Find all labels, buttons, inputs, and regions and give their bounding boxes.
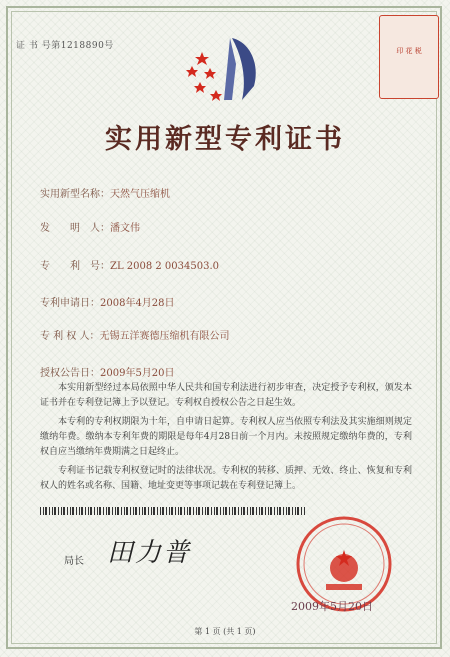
certificate-number: 证 书 号第1218890号	[16, 41, 114, 51]
field-row	[40, 216, 140, 235]
field-row	[40, 324, 230, 343]
body-paragraph: 本专利的专利权期限为十年，自申请日起算。专利权人应当依照专利法及其实施细则规定缴纳年费。缴纳本专利年费的期限是每年4月28日前一个月内。未按照规定缴纳年费的，专利权自应当缴纳年费期满之日起终止。	[40, 417, 412, 457]
official-seal-icon	[268, 512, 420, 612]
tax-stamp-label: 印 花 税	[396, 47, 422, 55]
tax-stamp	[379, 15, 439, 99]
barcode	[40, 507, 306, 515]
field-row	[40, 361, 175, 380]
field-value: 潘文伟	[110, 223, 140, 234]
field-value: 2008年4月28日	[100, 298, 175, 309]
field-label: 实用新型名称：	[40, 189, 110, 200]
field-value: 天然气压缩机	[110, 189, 170, 200]
signature: 田力普	[107, 538, 192, 568]
seal-date: 2009年5月20日	[291, 600, 373, 613]
field-row	[40, 182, 170, 201]
field-label: 发 明 人：	[40, 223, 110, 234]
field-value: 2009年5月20日	[100, 368, 175, 379]
sipo-logo-icon	[180, 34, 280, 106]
field-label: 专 利 号：	[40, 261, 110, 272]
field-label: 专利申请日：	[40, 298, 100, 309]
body-paragraph: 专利证书记载专利权登记时的法律状况。专利权的转移、质押、无效、终止、恢复和专利权人的姓名或名称、国籍、地址变更等事项记载在专利登记簿上。	[40, 466, 412, 491]
page-footer: 第 1 页 (共 1 页)	[194, 627, 256, 636]
field-value: 无锡五洋赛德压缩机有限公司	[99, 331, 230, 342]
field-value: ZL 2008 2 0034503.0	[110, 261, 220, 272]
body-paragraph: 本实用新型经过本局依照中华人民共和国专利法进行初步审查，决定授予专利权，颁发本证书并在专利登记簿上予以登记。专利权自授权公告之日起生效。	[40, 383, 412, 408]
certificate-title: 实用新型专利证书	[105, 124, 345, 155]
field-label: 授权公告日：	[40, 368, 100, 379]
field-row	[40, 291, 175, 310]
field-label: 专 利 权 人：	[40, 331, 100, 342]
field-row	[40, 254, 219, 273]
signature-title: 局长	[64, 556, 84, 567]
